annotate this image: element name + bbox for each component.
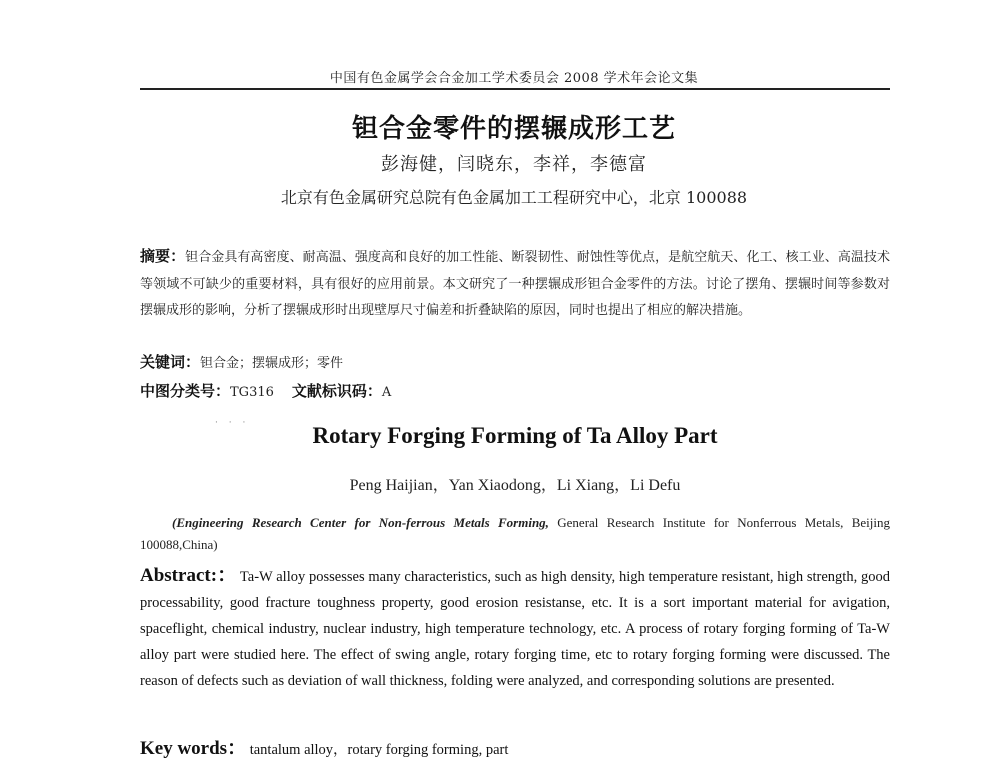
- english-abstract-label: Abstract:：: [140, 565, 237, 586]
- english-keywords-label: Key words：: [140, 738, 247, 759]
- chinese-authors: 彭海健，闫晓东，李祥，李德富: [381, 154, 647, 175]
- chinese-keywords-text: 钽合金；摆辗成形；零件: [200, 356, 344, 371]
- english-abstract-text: Ta-W alloy possesses many characteristics, such as high density, high temperature resistant, high strength, good processability, good fracture toughness property, good erosion resistanse, etc. It is a sort important material for avigation, spaceflight, chemical industry, nuclear industry, high temperature technology, etc. A process of rotary forging forming of Ta-W alloy part were studied here. The effect of swing angle, rotary forging time, etc to rotary forging forming were discussed. The reason of defects such as deviation of wall thickness, folding were analyzed, and corresponding solutions are presented.: [140, 569, 890, 689]
- english-affiliation-italic: (Engineering Research Center for Non-ferrous Metals Forming,: [172, 515, 549, 530]
- chinese-classification: [140, 380, 890, 401]
- chinese-title: 钽合金零件的摆辗成形工艺: [351, 114, 676, 144]
- classification-label: 中图分类号：: [140, 382, 231, 400]
- chinese-keywords-label: 关键词：: [140, 353, 201, 371]
- document-code-label: 文献标识码：: [291, 382, 382, 400]
- scan-specks: · · ·: [215, 418, 250, 428]
- classification-value: TG316: [230, 385, 274, 400]
- running-header: 中国有色金属学会合金加工学术委员会 2008 学术年会论文集: [329, 71, 699, 86]
- chinese-abstract: [140, 243, 890, 325]
- header-rule: [140, 88, 890, 90]
- english-keywords: [140, 733, 890, 760]
- english-affiliation: [140, 512, 890, 556]
- english-keywords-text: tantalum alloy，rotary forging forming, part: [246, 742, 509, 758]
- english-abstract: [140, 563, 890, 694]
- english-affiliation-rest: General Research Institute for Nonferrous Metals, Beijing 100088,China): [140, 515, 890, 552]
- english-authors: Peng Haijian，Yan Xiaodong，Li Xiang，Li Defu: [349, 477, 681, 494]
- chinese-abstract-text: 钽合金具有高密度、耐高温、强度高和良好的加工性能、断裂韧性、耐蚀性等优点，是航空航天、化工、核工业、高温技术等领域不可缺少的重要材料，具有很好的应用前景。本文研究了一种摆辗成形钽合金零件的方法。讨论了摆角、摆辗时间等参数对摆辗成形的影响，分析了摆辗成形时出现壁厚尺寸偏差和折叠缺陷的原因，同时也提出了相应的解决措施。: [140, 250, 890, 318]
- document-code-value: A: [381, 385, 392, 400]
- chinese-affiliation: 北京有色金属研究总院有色金属加工工程研究中心，北京 100088: [280, 188, 748, 207]
- english-title: Rotary Forging Forming of Ta Alloy Part: [312, 423, 718, 448]
- chinese-keywords: [140, 351, 890, 372]
- chinese-abstract-label: 摘要：: [140, 247, 186, 265]
